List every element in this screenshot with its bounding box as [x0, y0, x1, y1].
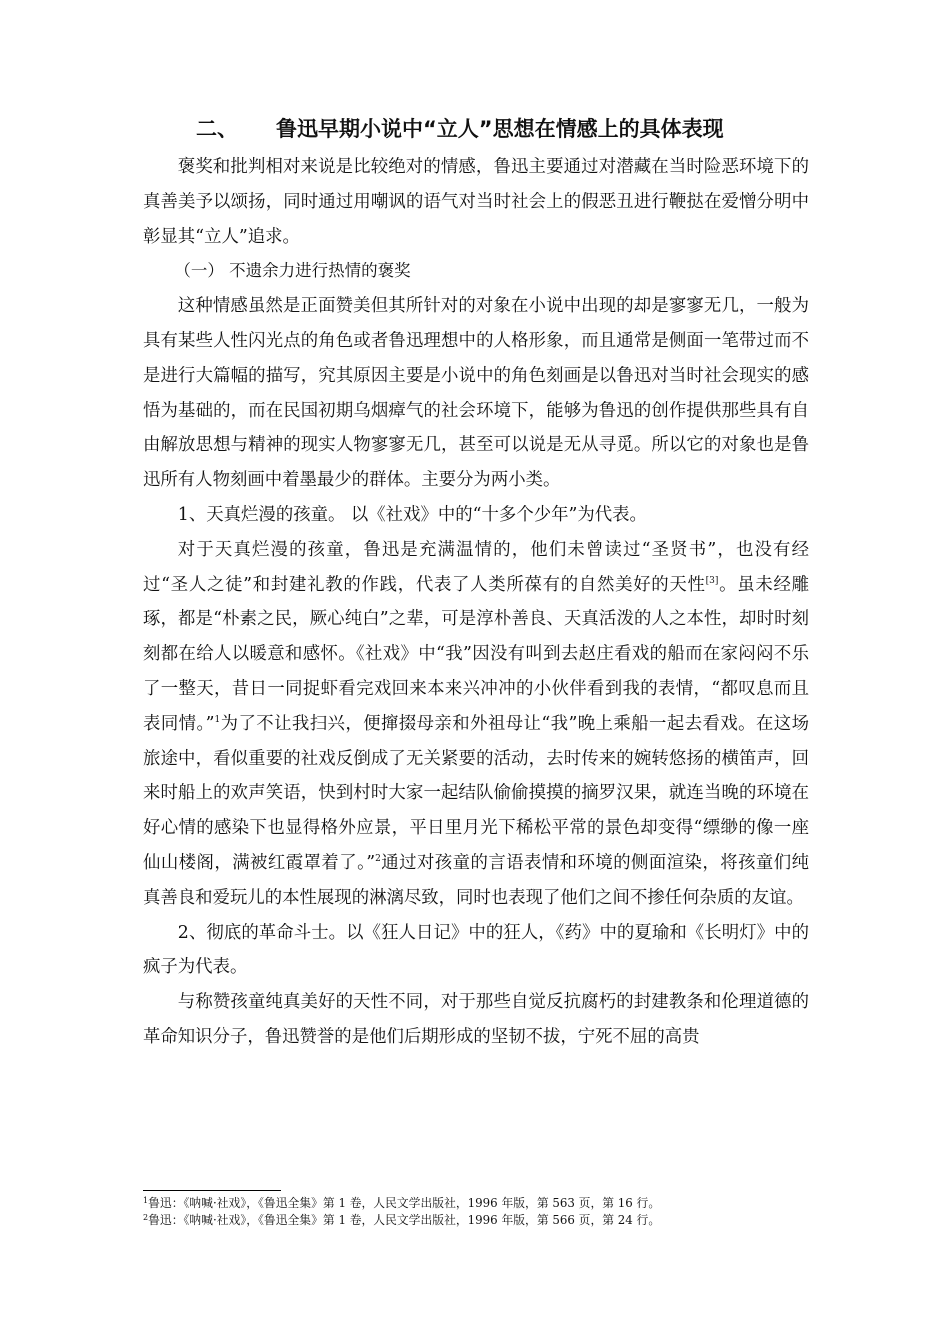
footnotes — [143, 1195, 823, 1229]
section-title: 鲁迅早期小说中“立人”思想在情感上的具体表现 — [276, 117, 724, 141]
footnote-text: 鲁迅：《呐喊·社戏》，《鲁迅全集》第 1 卷，人民文学出版社，1996 年版，第 566 页，第 24 行。 — [148, 1213, 661, 1227]
subsection-heading: （一） 不遗余力进行热情的褒奖 — [174, 261, 411, 281]
text-run: 。虽未经雕琢，都是“朴素之民，厥心纯白”之辈，可是淳朴善良、天真活泼的人之本性，却时时刻刻都在给人以暖意和感怀。《社戏》中“我”因没有叫到去赵庄看戏的船而在家闷闷不乐了一整天，昔日一同捉虾看完戏回来本来兴冲冲的小伙伴看到我的表情，“都叹息而且表同情。” — [143, 574, 809, 734]
paragraph-children-heading: 1、天真烂漫的孩童。 以《社戏》中的“十多个少年”为代表。 — [177, 504, 647, 525]
body-text — [143, 150, 809, 1055]
footnote-divider — [143, 1190, 281, 1191]
paragraph-intro: 褒奖和批判相对来说是比较绝对的情感，鲁迅主要通过对潜藏在当时险恶环境下的真善美予以颂扬，同时通过用嘲讽的语气对当时社会上的假恶丑进行鞭挞在爱憎分明中彰显其“立人”追求。 — [143, 157, 809, 247]
paragraph-fighters: 与称赞孩童纯真美好的天性不同，对于那些自觉反抗腐朽的封建教条和伦理道德的革命知识分子，鲁迅赞誉的是他们后期形成的坚韧不拔，宁死不屈的高贵 — [143, 992, 809, 1047]
paragraph-children — [143, 533, 809, 916]
text-run: 通过对孩童的言语表情和环境的侧面渲染，将孩童们纯真善良和爱玩儿的本性展现的淋漓尽致，同时也表现了他们之间不掺任何杂质的友谊。 — [143, 852, 809, 908]
text-run: 对于天真烂漫的孩童，鲁迅是充满温情的，他们未曾读过“圣贤书”，也没有经过“圣人之徒”和封建礼教的作践，代表了人类所葆有的自然美好的天性 — [143, 539, 809, 595]
footnote-mark: 2 — [143, 1213, 149, 1222]
paragraph-praise: 这种情感虽然是正面赞美但其所针对的对象在小说中出现的却是寥寥无几，一般为具有某些人性闪光点的角色或者鲁迅理想中的人格形象，而且通常是侧面一笔带过而不是进行大篇幅的描写，究其原因主要是小说中的角色刻画是以鲁迅对当时社会现实的感悟为基础的，而在民国初期乌烟瘴气的社会环境下，能够为鲁迅的创作提供那些具有自由解放思想与精神的现实人物寥寥无几，甚至可以说是无从寻觅。所以它的对象也是鲁迅所有人物刻画中着墨最少的群体。主要分为两小类。 — [143, 296, 809, 491]
footnote-ref-1[interactable]: 1 — [214, 714, 221, 725]
footnote-ref-2[interactable]: 2 — [375, 853, 381, 864]
section-heading — [196, 113, 876, 143]
paragraph-fighters-heading: 2、彻底的革命斗士。以《狂人日记》中的狂人，《药》中的夏瑜和《长明灯》中的疯子为代表。 — [143, 922, 809, 978]
text-run: 为了不让我扫兴，便撺掇母亲和外祖母让“我”晚上乘船一起去看戏。在这场旅途中，看似重要的社戏反倒成了无关紧要的活动，去时传来的婉转悠扬的横笛声，回来时船上的欢声笑语，快到村时大家一起结队偷偷摸摸的摘罗汉果，就连当晚的环境在好心情的感染下也显得格外应景，平日里月光下稀松平常的景色却变得“缥缈的像一座仙山楼阁，满被红霞罩着了。” — [143, 713, 809, 873]
footnote-mark: 1 — [143, 1196, 149, 1205]
citation-ref[interactable]: [3] — [705, 575, 719, 586]
footnote-item — [143, 1195, 823, 1212]
section-number: 二、 — [196, 117, 238, 141]
footnote-text: 鲁迅：《呐喊·社戏》，《鲁迅全集》第 1 卷，人民文学出版社，1996 年版，第 563 页，第 16 行。 — [148, 1196, 661, 1210]
footnote-item — [143, 1212, 823, 1229]
